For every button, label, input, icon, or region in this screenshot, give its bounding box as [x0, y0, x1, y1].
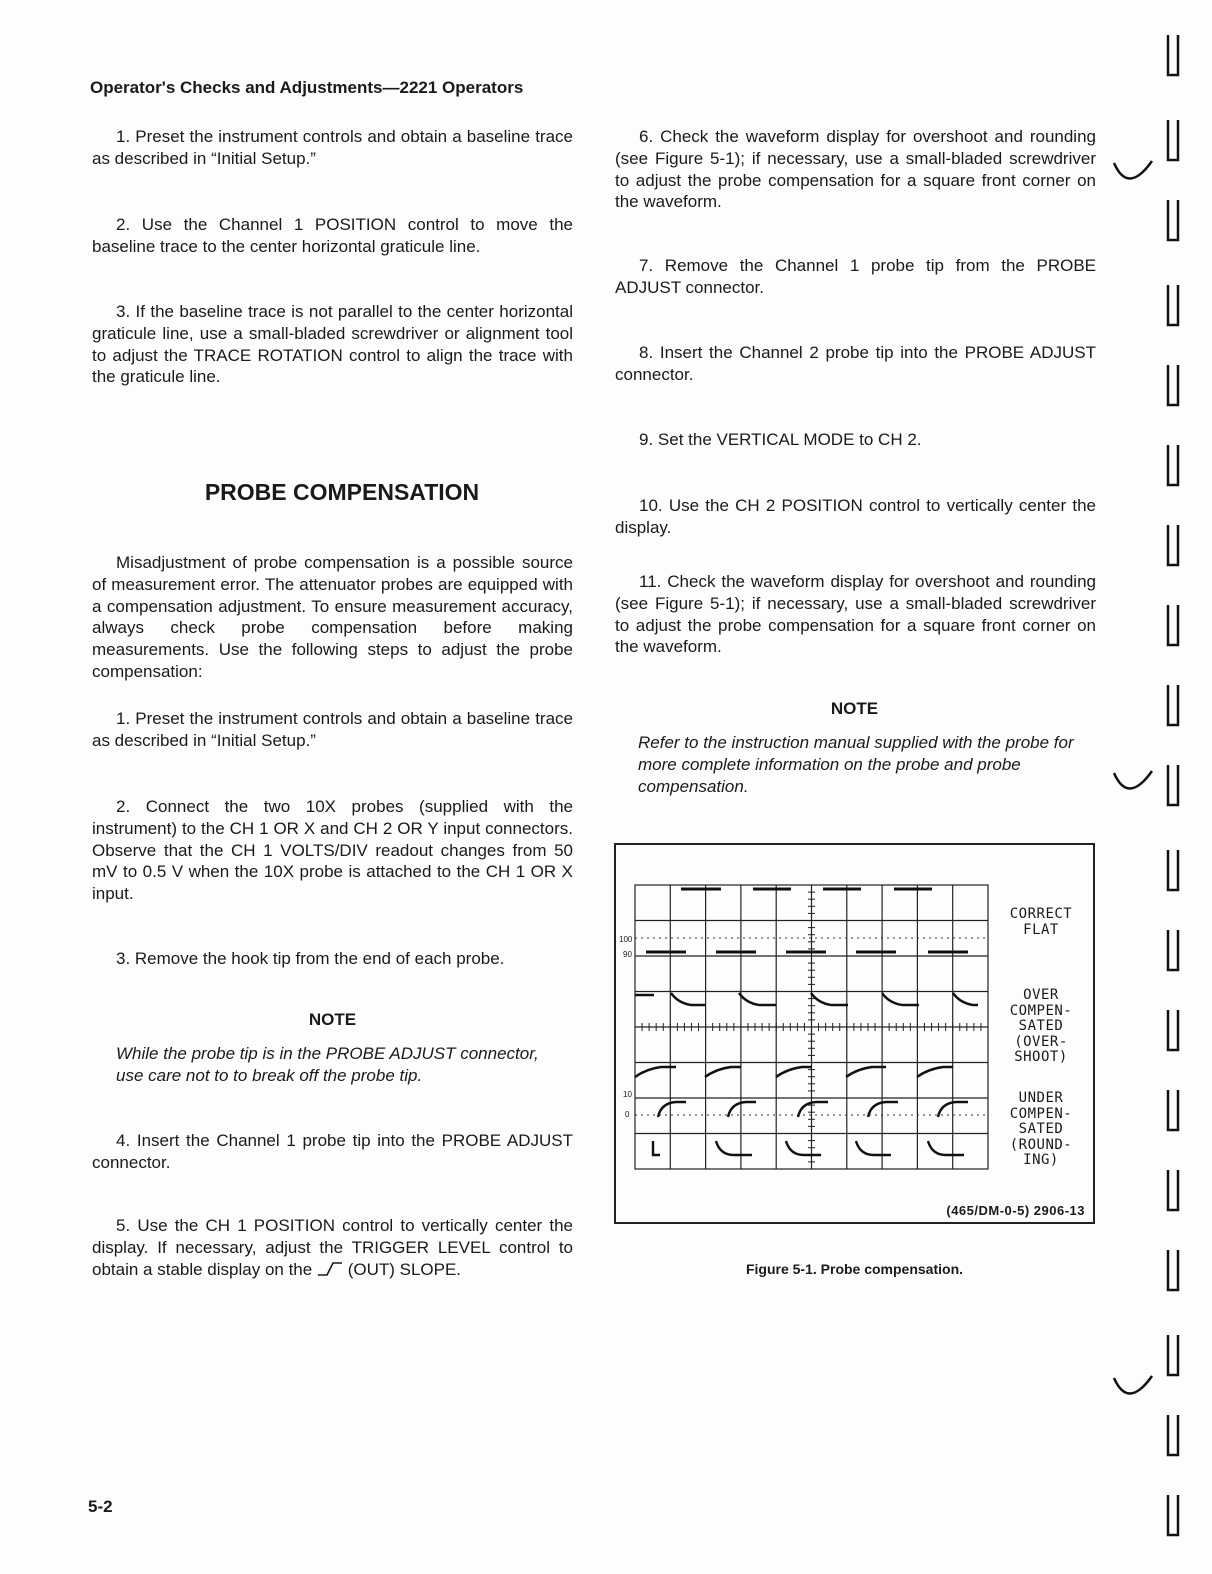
mark-100: 100 — [619, 935, 633, 944]
intro-paragraph: Misadjustment of probe compensation is a possible source of measurement error. The attenuator probes are equipped with a compensation adjustment. To ensure measurement accuracy, always check probe compensation before making measurements. Use the following steps to adjust the probe compensation: — [92, 553, 573, 681]
running-header: Operator's Checks and Adjustments—2221 Operators — [90, 78, 524, 97]
figure-code: (465/DM-0-5) 2906-13 — [946, 1203, 1085, 1218]
binder-hole — [1168, 445, 1178, 485]
probe-step-2: 2. Connect the two 10X probes (supplied with the instrument) to the CH 1 OR X and CH 2 OR Y input connectors. Observe that the CH 1 VOLTS/DIV readout changes from 50 mV to 0.5 V when the 10X probe is attached to the CH 1 OR X input. — [92, 797, 573, 904]
binder-hole — [1168, 35, 1178, 75]
rising-slope-icon — [317, 1261, 343, 1277]
mark-90: 90 — [623, 950, 632, 959]
probe-step-5: 5. Use the CH 1 POSITION control to vertically center the display. If necessary, adjust the TRIGGER LEVEL control to obtain a stable display on the (OUT) SLOPE. — [92, 1216, 573, 1279]
binder-hole — [1168, 1010, 1178, 1050]
binder-ring-curve — [1114, 771, 1152, 789]
binder-hole — [1168, 200, 1178, 240]
binder-hole — [1168, 285, 1178, 325]
note-text-right: Refer to the instruction manual supplied with the probe for more complete information on the probe and probe compensation. — [638, 733, 1074, 796]
label-over-compensated: OVER COMPEN- SATED (OVER- SHOOT) — [1009, 987, 1073, 1065]
binder-ring-curve — [1114, 161, 1152, 179]
binder-hole — [1168, 365, 1178, 405]
mark-0: 0 — [625, 1110, 630, 1119]
probe-step-4: 4. Insert the Channel 1 probe tip into the PROBE ADJUST connector. — [92, 1131, 573, 1172]
binder-hole — [1168, 930, 1178, 970]
step-7: 7. Remove the Channel 1 probe tip from the PROBE ADJUST connector. — [615, 256, 1096, 297]
binder-hole — [1168, 1495, 1178, 1535]
step-11: 11. Check the waveform display for overshoot and rounding (see Figure 5-1); if necessary, use a small-bladed screwdriver to adjust the probe compensation for a square front corner on the waveform. — [615, 572, 1096, 657]
step-8: 8. Insert the Channel 2 probe tip into the PROBE ADJUST connector. — [615, 343, 1096, 384]
trace-step-3: 3. If the baseline trace is not parallel to the center horizontal graticule line, use a small-bladed screwdriver or alignment tool to adjust the TRACE ROTATION control to align the trace with the graticule line. — [92, 302, 573, 387]
mark-10: 10 — [623, 1090, 632, 1099]
binder-hole — [1168, 1170, 1178, 1210]
step-10: 10. Use the CH 2 POSITION control to vertically center the display. — [615, 496, 1096, 537]
probe-step-3: 3. Remove the hook tip from the end of each probe. — [116, 949, 505, 968]
figure-probe-compensation — [614, 843, 1095, 1224]
binder-hole — [1168, 525, 1178, 565]
binder-ring-curve — [1114, 1376, 1152, 1394]
page-number: 5-2 — [88, 1497, 113, 1516]
binder-hole — [1168, 685, 1178, 725]
probe-step-1: 1. Preset the instrument controls and obtain a baseline trace as described in “Initial Setup.” — [92, 709, 573, 750]
label-correct: CORRECT FLAT — [1009, 906, 1073, 938]
note-title-left: NOTE — [308, 1010, 357, 1029]
binder-hole — [1168, 1335, 1178, 1375]
label-under-compensated: UNDER COMPEN- SATED (ROUND- ING) — [1009, 1090, 1073, 1168]
note-title-right: NOTE — [830, 699, 879, 718]
binder-hole — [1168, 120, 1178, 160]
binder-hole — [1168, 1250, 1178, 1290]
step-6: 6. Check the waveform display for overshoot and rounding (see Figure 5-1); if necessary, use a small-bladed screwdriver to adjust the probe compensation for a square front corner on the waveform. — [615, 127, 1096, 212]
binder-hole — [1168, 850, 1178, 890]
binder-hole — [1168, 1090, 1178, 1130]
binder-hole — [1168, 605, 1178, 645]
section-heading: PROBE COMPENSATION — [204, 479, 480, 505]
binder-hole — [1168, 765, 1178, 805]
trace-step-2: 2. Use the Channel 1 POSITION control to move the baseline trace to the center horizontal graticule line. — [92, 215, 573, 256]
binder-hole — [1168, 1415, 1178, 1455]
binder-holes-decoration — [1110, 0, 1212, 1574]
figure-caption: Figure 5-1. Probe compensation. — [745, 1261, 964, 1277]
step-9: 9. Set the VERTICAL MODE to CH 2. — [639, 430, 922, 449]
trace-step-1: 1. Preset the instrument controls and obtain a baseline trace as described in “Initial Setup.” — [92, 127, 573, 168]
note-text-left: While the probe tip is in the PROBE ADJUST connector, use care not to to break off the probe tip. — [116, 1044, 539, 1085]
